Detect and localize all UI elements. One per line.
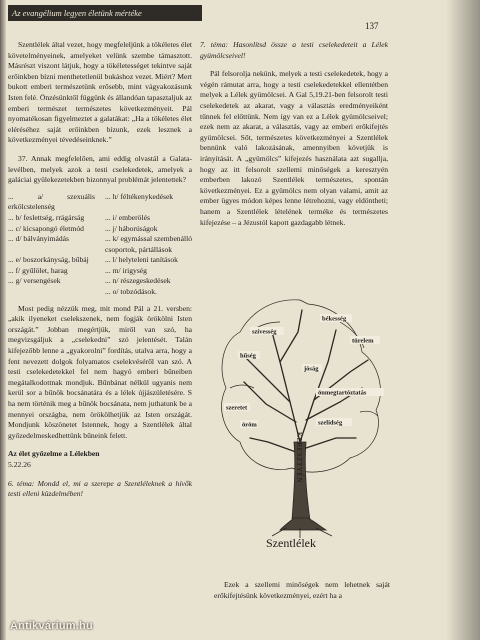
page-edge bbox=[0, 0, 6, 640]
fruit-label: öröm bbox=[242, 421, 257, 429]
right-column bbox=[200, 40, 388, 228]
list-item: ... o/ tobzódások. bbox=[105, 287, 157, 297]
list-item: ... f/ gyűlölet, harag bbox=[8, 265, 68, 275]
page-shadow bbox=[446, 0, 480, 640]
left-paragraph-2: Most pedig nézzük meg, mit mond Pál a 21. versben: „akik ilyeneket cselekszenek, nem fogják örökölni Isten országát.” Jobban megértjük, miről van szó, ha megvizsgáljuk a „cselekedni” szó jelentését. Talán kifejezőbb lenne a „gyakorolni” fordítás, utalva arra, hogy a fent nevezett dolgok folyamatos cselekvéséről van szó. A testi cselekedetekkel fel nem hagyó emberi bűneiben megátalkodottnak mondjuk. Bűnbánat nélkül ugyanis nem kerül sor a bűnök bocsánatára és a lélek újjászületésére. S ha nem történik meg a bűnök bocsánata, nem juthatunk be a mennyei országba, nem örökölhetjük az Isten országát. Mondjunk köszönetet Istennek, hogy a Szentlélek által győzedelmeskedhettünk bűneink felett. bbox=[8, 303, 192, 440]
list-item: ... b/ feslettség, rrágárság bbox=[8, 212, 85, 222]
right-paragraph-1: Pál felsorolja nekünk, melyek a testi cselekedetek, hogy a végén rámutat arra, hogy a testi cselekedetekkel ellentétben melyek a Lélek gyümölcsei. A Gal 5,19.21-ben felsorolt testi cselekedetek az akarat, vagy a választás eredményeiként tűnnek fel előttünk. Nem így van ez a Lélek gyümölcseivel; ezek nem az akarat, a választás, vagy az emberi erőkifejtés gyümölcsei. Sőt, természetes következményei a Szentlélek bennünk való lakozásának, amennyiben követjük is irányítását. A „gyümölcs” kifejezés használata azt sugallja, hogy az itt felsorolt szellemi minőségek a keresztyén emberben lakozó Szentlélek természetes, spontán következményei. Ez a gyümölcs nem olyan valami, amit az ember ügyes módon képes lenne létrehozni, vagy eldöntheti; hanem a Szentlélek lételének terméke és természetes kifejezése – a Jézustól kapott gazdagabb létnek. bbox=[200, 69, 388, 227]
list-item: ... h/ féltékenykedések bbox=[105, 191, 174, 201]
trunk-label: KERESZTYÉN bbox=[295, 432, 303, 484]
list-item: ... a/ szexuális erkölcstelenség bbox=[8, 191, 95, 212]
task-7: 7. téma: Hasonlítsd össze a testi cselekedeteit a Lélek gyümölcseivel! bbox=[200, 40, 388, 60]
left-column bbox=[8, 40, 192, 500]
tree-trunk bbox=[280, 442, 326, 530]
list-item: ... k/ egymással szembenálló csoportok, pártállások bbox=[105, 234, 192, 254]
section-reference: 5.22.26 bbox=[8, 459, 31, 469]
vices-list bbox=[8, 192, 192, 298]
fruit-label: békesség bbox=[322, 315, 347, 323]
question-37: 37. Annak megfelelően, ami eddig olvastál a Galata-levélben, melyek azok a testi cselekedetek, amelyek a galáciai gyülekezetekben bizonnyal problémát jelentettek? bbox=[8, 153, 192, 185]
list-item bbox=[8, 287, 95, 298]
list-item: ... j/ háborúságok bbox=[105, 223, 158, 233]
section-heading: Az élet győzelme a Lélekben bbox=[8, 449, 100, 459]
fruit-label: szelídség bbox=[318, 419, 343, 427]
right-paragraph-2: Ezek a szellemi minőségek nem lehetnek saját erőkifejtésünk következményei, ezért ha a bbox=[214, 580, 390, 600]
tree-illustration bbox=[210, 292, 390, 554]
running-title: Az evangélium legyen életünk mértéke bbox=[8, 5, 202, 21]
list-item: ... l/ helyteleni tanítások bbox=[105, 255, 178, 265]
page-number: 137 bbox=[365, 21, 379, 31]
list-item: ... d/ bálványimádás bbox=[8, 234, 69, 244]
fruit-label: türelem bbox=[352, 337, 374, 345]
watermark: Antikvárium.hu bbox=[10, 620, 93, 632]
list-item: ... m/ irigység bbox=[105, 265, 147, 275]
left-paragraph-1: Szentlélek által vezet, hogy megfeleljünk a tökéletes élet követelményeinek, amelyeket velünk szembe támasztott. Másrészt viszont látjuk, hogy a tökéletességet tekintve saját erőinkben bízni menthetetlenül bukáshoz vezet. Miért? Mert bukott emberi természetünk erősebb, mint vágyakozásunk Isten felé. Önzésünktől függünk és állandóan tapasztaljuk az emberi természet természetes következményeit. Pál nyomatékosan figyelmeztet a galatákat: „Ha a tökéletes élet eléréséhez saját erőinkben bízunk, ezek lesznek a következményei tévedéseinknek.” bbox=[8, 40, 192, 145]
fruit-label: szívesség bbox=[252, 328, 277, 336]
list-item: ... g/ versengések bbox=[8, 276, 61, 286]
tree-caption: Szentlélek bbox=[266, 536, 316, 550]
list-item: ... e/ boszorkányság, bűbáj bbox=[8, 255, 89, 265]
fruit-label: hűség bbox=[240, 352, 256, 360]
fruit-label: jóság bbox=[304, 365, 319, 373]
list-item: ... n/ részegeskedések bbox=[105, 276, 171, 286]
task-6: 6. téma: Mondd el, mi a szerepe a Szentléleknek a hívők testi elleni küzdelmében! bbox=[8, 478, 192, 499]
fruit-label: szeretet bbox=[226, 404, 248, 412]
list-item: ... i/ emberölés bbox=[105, 212, 150, 222]
fruit-label: önmegtartóztatás bbox=[318, 389, 367, 397]
list-item: ... c/ kicsapongó életmód bbox=[8, 223, 84, 233]
